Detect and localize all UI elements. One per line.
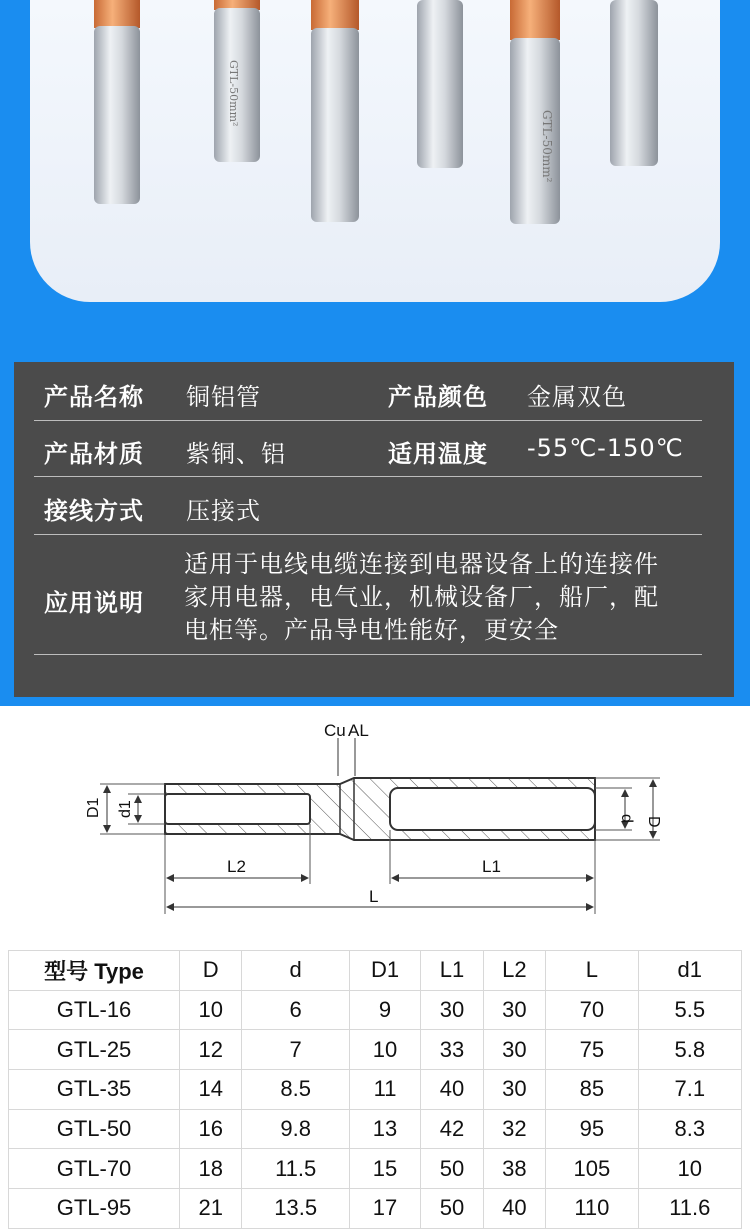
table-row	[9, 1109, 742, 1149]
cell: 32	[483, 1109, 545, 1149]
spec-panel	[14, 362, 734, 697]
cu-label: Cu	[324, 721, 346, 740]
spec-name-label: 产品名称	[44, 383, 144, 411]
header-L: L	[546, 951, 638, 991]
cell: 5.8	[638, 1030, 741, 1070]
d-label: d	[618, 814, 635, 823]
table-row	[9, 1070, 742, 1110]
d1-label: d1	[117, 800, 134, 818]
header-D: D	[180, 951, 242, 991]
cell: 30	[483, 990, 545, 1030]
cell: 16	[180, 1109, 242, 1149]
cell: 105	[546, 1149, 638, 1189]
spec-table	[8, 950, 742, 1229]
cell: 15	[349, 1149, 420, 1189]
cell: 50	[421, 1149, 483, 1189]
al-label: AL	[348, 721, 369, 740]
cell: GTL-35	[9, 1070, 180, 1110]
usage-line: 电柜等。产品导电性能好，更安全	[184, 616, 559, 644]
cell: 30	[483, 1070, 545, 1110]
spec-connect-value: 压接式	[186, 497, 261, 525]
cell: 10	[638, 1149, 741, 1189]
cell: 30	[483, 1030, 545, 1070]
cell: 5.5	[638, 990, 741, 1030]
L2-label: L2	[227, 857, 246, 876]
tube-marking: GTL-50mm²	[540, 110, 554, 183]
spec-temp-label: 适用温度	[388, 440, 488, 468]
cell: 40	[483, 1189, 545, 1229]
cell: 10	[180, 990, 242, 1030]
divider	[34, 476, 702, 477]
cell: 30	[421, 990, 483, 1030]
cell: 33	[421, 1030, 483, 1070]
header-L1: L1	[421, 951, 483, 991]
cell: GTL-50	[9, 1109, 180, 1149]
cell: GTL-95	[9, 1189, 180, 1229]
cell: 7.1	[638, 1070, 741, 1110]
cell: 13.5	[242, 1189, 349, 1229]
spec-name-value: 铜铝管	[186, 383, 261, 411]
product-photo	[30, 0, 720, 302]
table-row	[9, 990, 742, 1030]
cell: GTL-70	[9, 1149, 180, 1189]
cell: 12	[180, 1030, 242, 1070]
cell: 11	[349, 1070, 420, 1110]
L-label: L	[369, 887, 379, 906]
technical-drawing	[0, 706, 750, 924]
spec-usage-text	[184, 548, 709, 647]
header-d: d	[242, 951, 349, 991]
tube-lugs-illustration	[30, 0, 720, 302]
spec-connect-label: 接线方式	[44, 497, 144, 525]
cell: 95	[546, 1109, 638, 1149]
table-header-row	[9, 951, 742, 991]
usage-line: 适用于电线电缆连接到电器设备上的连接件	[184, 550, 659, 578]
cell: 110	[546, 1189, 638, 1229]
dimension-drawing	[0, 706, 750, 924]
header-d1: d1	[638, 951, 741, 991]
divider	[34, 534, 702, 535]
cell: 10	[349, 1030, 420, 1070]
cell: 50	[421, 1189, 483, 1229]
cell: 6	[242, 990, 349, 1030]
spec-color-label: 产品颜色	[388, 383, 488, 411]
cell: 70	[546, 990, 638, 1030]
cell: 21	[180, 1189, 242, 1229]
spec-usage-label: 应用说明	[44, 589, 144, 617]
spec-temp-value: -55℃-150℃	[527, 434, 684, 462]
cell: 9	[349, 990, 420, 1030]
usage-line: 家用电器，电气业，机械设备厂，船厂，配	[184, 583, 659, 611]
cell: 7	[242, 1030, 349, 1070]
header-L2: L2	[483, 951, 545, 991]
cell: 11.6	[638, 1189, 741, 1229]
cell: GTL-25	[9, 1030, 180, 1070]
spec-color-value: 金属双色	[527, 383, 627, 411]
spec-material-value: 紫铜、铝	[186, 440, 286, 468]
cell: 9.8	[242, 1109, 349, 1149]
cell: GTL-16	[9, 990, 180, 1030]
cell: 8.5	[242, 1070, 349, 1110]
table-row	[9, 1189, 742, 1229]
cell: 17	[349, 1189, 420, 1229]
divider	[34, 654, 702, 655]
D1-label: D1	[85, 797, 102, 818]
cell: 75	[546, 1030, 638, 1070]
spec-material-label: 产品材质	[44, 440, 144, 468]
header-D1: D1	[349, 951, 420, 991]
cell: 13	[349, 1109, 420, 1149]
cell: 38	[483, 1149, 545, 1189]
cell: 8.3	[638, 1109, 741, 1149]
cell: 11.5	[242, 1149, 349, 1189]
table-row	[9, 1149, 742, 1189]
D-label: D	[645, 816, 662, 828]
cell: 42	[421, 1109, 483, 1149]
tube-marking: GTL-50mm²	[227, 60, 240, 127]
cell: 18	[180, 1149, 242, 1189]
table-row	[9, 1030, 742, 1070]
cell: 40	[421, 1070, 483, 1110]
header-type: 型号 Type	[9, 951, 180, 991]
cell: 14	[180, 1070, 242, 1110]
L1-label: L1	[482, 857, 501, 876]
divider	[34, 420, 702, 421]
cell: 85	[546, 1070, 638, 1110]
